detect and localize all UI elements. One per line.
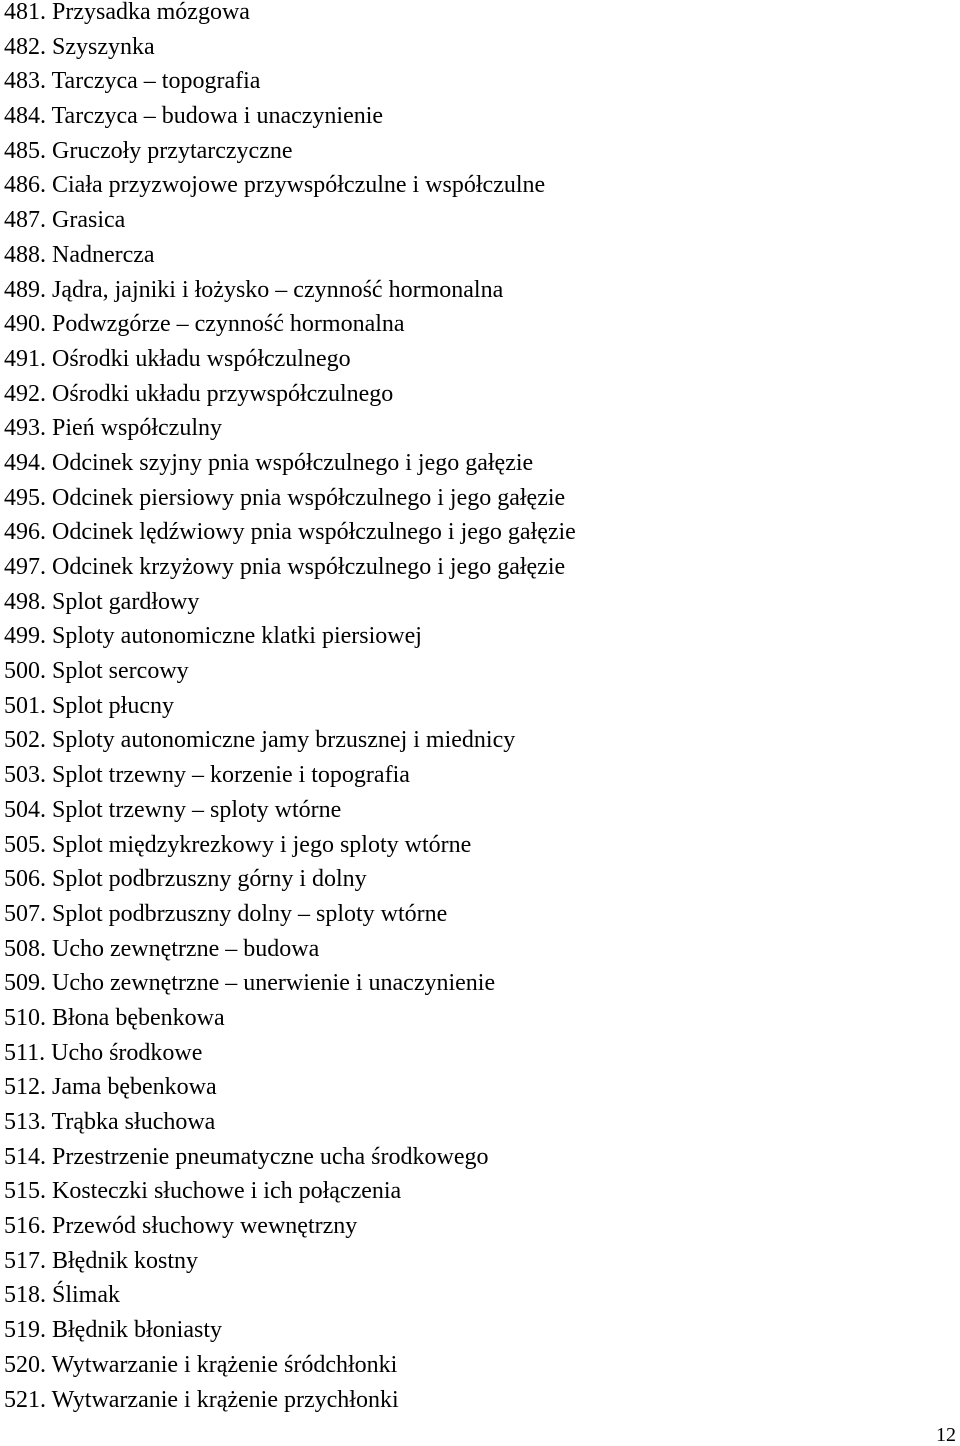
list-item: 495. Odcinek piersiowy pnia współczulnego i jego gałęzie <box>4 484 566 511</box>
list-item: 507. Splot podbrzuszny dolny – sploty wtórne <box>4 900 448 927</box>
list-item: 487. Grasica <box>4 207 126 234</box>
topic-list <box>4 0 576 1422</box>
list-item: 508. Ucho zewnętrzne – budowa <box>4 935 320 962</box>
list-item: 481. Przysadka mózgowa <box>4 0 250 25</box>
list-item: 513. Trąbka słuchowa <box>4 1109 216 1135</box>
list-item: 510. Błona bębenkowa <box>4 1004 225 1031</box>
list-item: 496. Odcinek lędźwiowy pnia współczulnego i jego gałęzie <box>4 519 576 546</box>
list-item: 498. Splot gardłowy <box>4 588 200 615</box>
list-item: 509. Ucho zewnętrzne – unerwienie i unaczynienie <box>4 970 496 997</box>
list-item: 491. Ośrodki układu współczulnego <box>4 345 351 372</box>
list-item: 492. Ośrodki układu przywspółczulnego <box>4 380 394 407</box>
list-item: 519. Błędnik błoniasty <box>4 1317 222 1344</box>
page-number: 12 <box>936 1424 956 1446</box>
list-item: 490. Podwzgórze – czynność hormonalna <box>4 311 405 338</box>
list-item: 506. Splot podbrzuszny górny i dolny <box>4 866 367 893</box>
list-item: 504. Splot trzewny – sploty wtórne <box>4 796 342 823</box>
list-item: 497. Odcinek krzyżowy pnia współczulnego i jego gałęzie <box>4 554 566 580</box>
list-item: 483. Tarczyca – topografia <box>4 68 261 95</box>
list-item: 486. Ciała przyzwojowe przywspółczulne i współczulne <box>4 172 546 199</box>
list-item: 514. Przestrzenie pneumatyczne ucha środkowego <box>4 1143 489 1170</box>
list-item: 501. Splot płucny <box>4 692 175 719</box>
list-item: 518. Ślimak <box>4 1282 121 1309</box>
list-item: 516. Przewód słuchowy wewnętrzny <box>4 1213 358 1240</box>
list-item: 493. Pień współczulny <box>4 415 222 442</box>
list-item: 520. Wytwarzanie i krążenie śródchłonki <box>4 1351 398 1378</box>
list-item: 488. Nadnercza <box>4 241 155 268</box>
list-item: 503. Splot trzewny – korzenie i topografia <box>4 762 410 789</box>
list-item: 482. Szyszynka <box>4 33 155 60</box>
list-item: 505. Splot międzykrezkowy i jego sploty wtórne <box>4 831 472 858</box>
list-item: 485. Gruczoły przytarczyczne <box>4 137 293 164</box>
list-item: 517. Błędnik kostny <box>4 1247 199 1274</box>
list-item: 489. Jądra, jajniki i łożysko – czynność hormonalna <box>4 276 504 303</box>
list-item: 512. Jama bębenkowa <box>4 1074 217 1101</box>
list-item: 494. Odcinek szyjny pnia współczulnego i jego gałęzie <box>4 449 534 476</box>
list-item: 502. Sploty autonomiczne jamy brzusznej i miednicy <box>4 727 516 754</box>
list-item: 515. Kosteczki słuchowe i ich połączenia <box>4 1178 402 1205</box>
list-item: 500. Splot sercowy <box>4 658 189 685</box>
list-item: 499. Sploty autonomiczne klatki piersiowej <box>4 623 422 650</box>
list-item: 521. Wytwarzanie i krążenie przychłonki <box>4 1386 399 1413</box>
list-item: 511. Ucho środkowe <box>4 1039 203 1066</box>
list-item: 484. Tarczyca – budowa i unaczynienie <box>4 103 384 130</box>
